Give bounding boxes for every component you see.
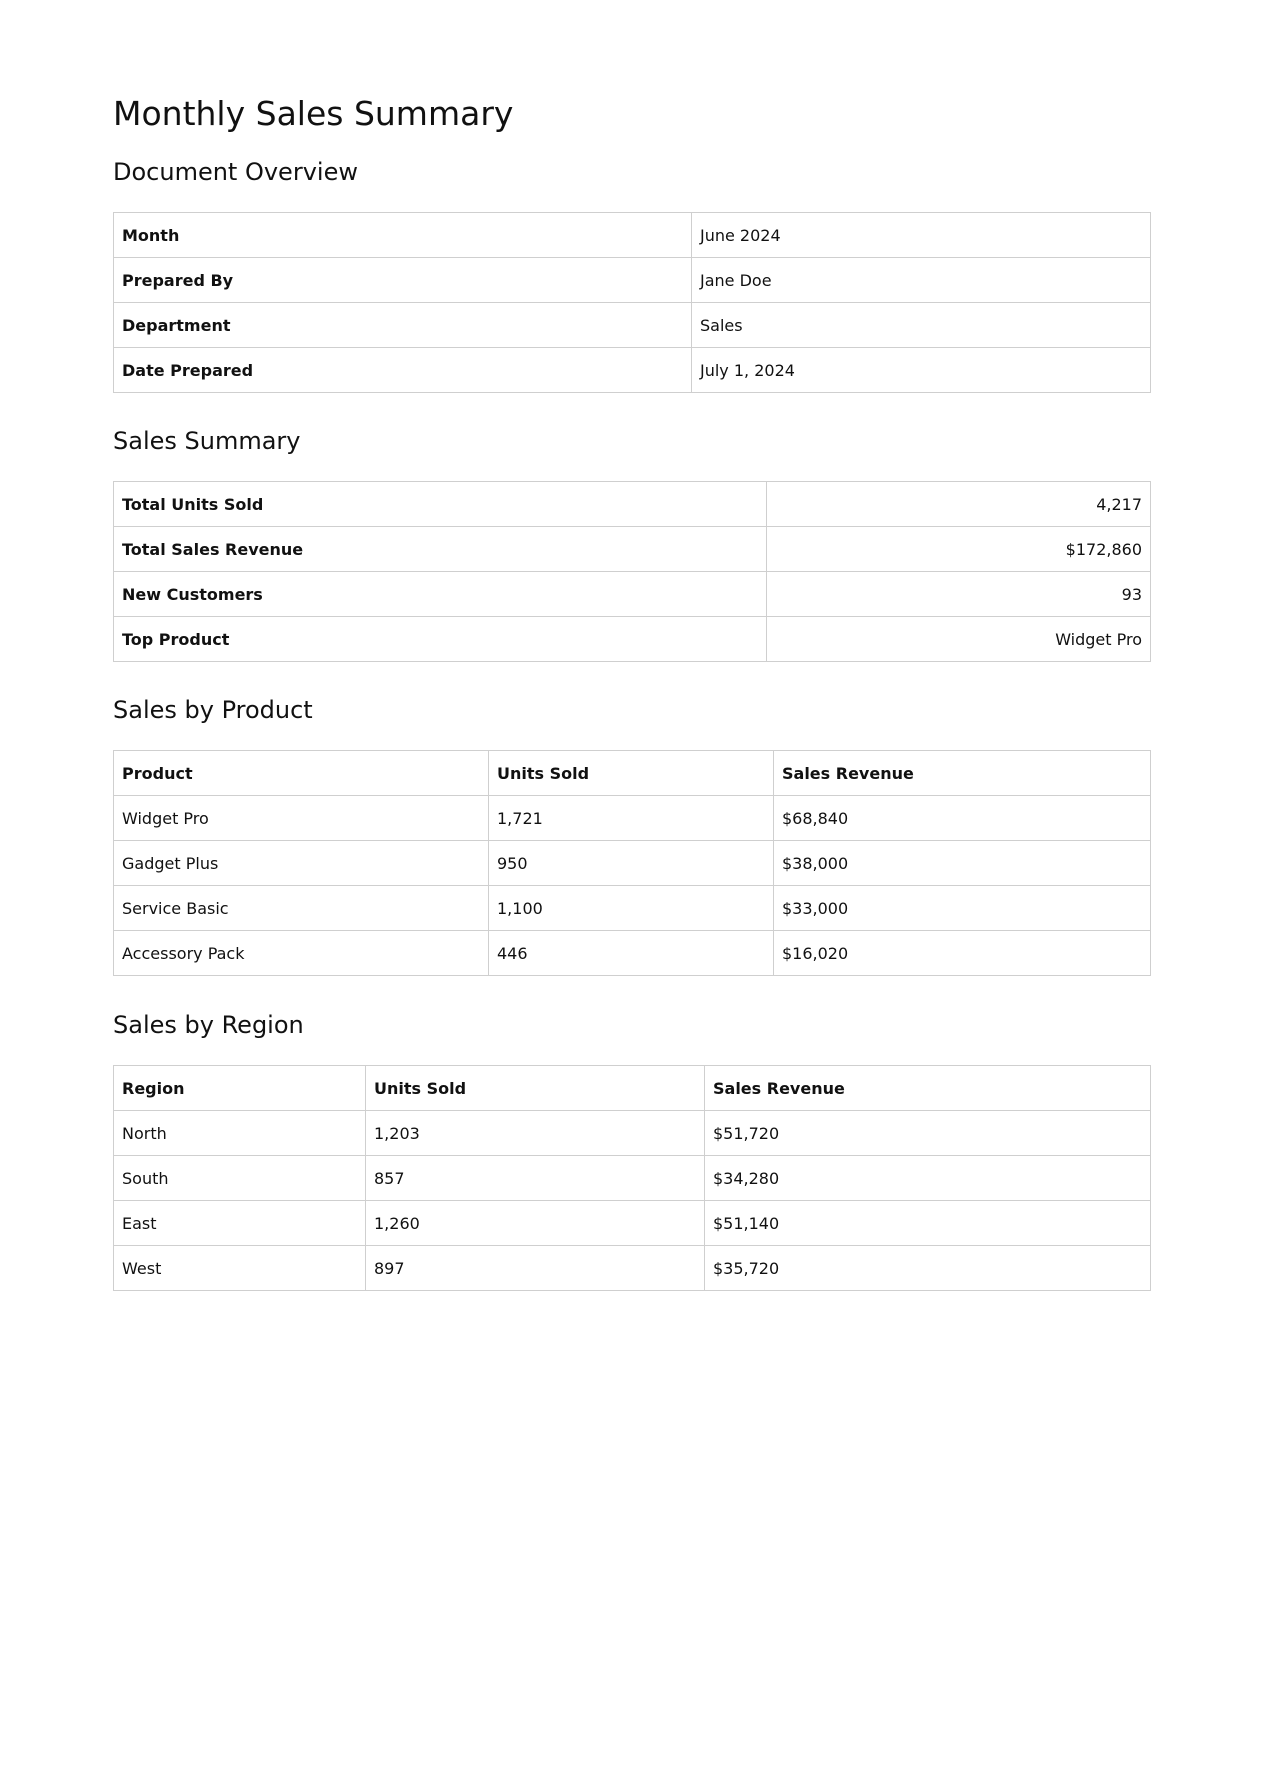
- product-name: Widget Pro: [114, 796, 489, 841]
- summary-value: 4,217: [767, 482, 1151, 527]
- column-header: Units Sold: [489, 751, 774, 796]
- summary-value: Widget Pro: [767, 617, 1151, 662]
- sales-revenue: $34,280: [705, 1156, 1151, 1201]
- product-name: Accessory Pack: [114, 931, 489, 976]
- table-row: [114, 841, 1151, 886]
- product-name: Service Basic: [114, 886, 489, 931]
- product-table: [113, 750, 1151, 976]
- table-row: [114, 213, 1151, 258]
- table-row: [114, 348, 1151, 393]
- region-name: East: [114, 1201, 366, 1246]
- overview-table: [113, 212, 1151, 393]
- overview-label: Department: [114, 303, 692, 348]
- region-name: South: [114, 1156, 366, 1201]
- summary-label: New Customers: [114, 572, 767, 617]
- overview-heading: Document Overview: [113, 158, 358, 186]
- overview-label: Prepared By: [114, 258, 692, 303]
- sales-revenue: $51,140: [705, 1201, 1151, 1246]
- region-name: West: [114, 1246, 366, 1291]
- column-header: Sales Revenue: [774, 751, 1151, 796]
- summary-label: Top Product: [114, 617, 767, 662]
- table-row: [114, 527, 1151, 572]
- table-row: [114, 617, 1151, 662]
- units-sold: 897: [366, 1246, 705, 1291]
- overview-value: Sales: [692, 303, 1151, 348]
- table-header-row: [114, 751, 1151, 796]
- summary-heading: Sales Summary: [113, 427, 301, 455]
- sales-revenue: $35,720: [705, 1246, 1151, 1291]
- region-heading: Sales by Region: [113, 1011, 304, 1039]
- region-table: [113, 1065, 1151, 1291]
- region-name: North: [114, 1111, 366, 1156]
- sales-revenue: $51,720: [705, 1111, 1151, 1156]
- units-sold: 446: [489, 931, 774, 976]
- column-header: Product: [114, 751, 489, 796]
- product-name: Gadget Plus: [114, 841, 489, 886]
- table-row: [114, 303, 1151, 348]
- table-row: [114, 796, 1151, 841]
- column-header: Units Sold: [366, 1066, 705, 1111]
- units-sold: 1,100: [489, 886, 774, 931]
- table-row: [114, 482, 1151, 527]
- summary-value: $172,860: [767, 527, 1151, 572]
- column-header: Sales Revenue: [705, 1066, 1151, 1111]
- page-title: Monthly Sales Summary: [113, 94, 514, 133]
- table-row: [114, 1201, 1151, 1246]
- table-row: [114, 1246, 1151, 1291]
- table-header-row: [114, 1066, 1151, 1111]
- units-sold: 1,260: [366, 1201, 705, 1246]
- units-sold: 1,203: [366, 1111, 705, 1156]
- sales-revenue: $68,840: [774, 796, 1151, 841]
- sales-revenue: $38,000: [774, 841, 1151, 886]
- column-header: Region: [114, 1066, 366, 1111]
- overview-value: Jane Doe: [692, 258, 1151, 303]
- table-row: [114, 886, 1151, 931]
- summary-label: Total Sales Revenue: [114, 527, 767, 572]
- units-sold: 857: [366, 1156, 705, 1201]
- product-heading: Sales by Product: [113, 696, 313, 724]
- table-row: [114, 1111, 1151, 1156]
- sales-revenue: $16,020: [774, 931, 1151, 976]
- table-row: [114, 258, 1151, 303]
- overview-value: July 1, 2024: [692, 348, 1151, 393]
- units-sold: 950: [489, 841, 774, 886]
- table-row: [114, 1156, 1151, 1201]
- summary-table: [113, 481, 1151, 662]
- table-row: [114, 931, 1151, 976]
- summary-label: Total Units Sold: [114, 482, 767, 527]
- sales-revenue: $33,000: [774, 886, 1151, 931]
- summary-value: 93: [767, 572, 1151, 617]
- overview-label: Date Prepared: [114, 348, 692, 393]
- overview-value: June 2024: [692, 213, 1151, 258]
- overview-label: Month: [114, 213, 692, 258]
- units-sold: 1,721: [489, 796, 774, 841]
- table-row: [114, 572, 1151, 617]
